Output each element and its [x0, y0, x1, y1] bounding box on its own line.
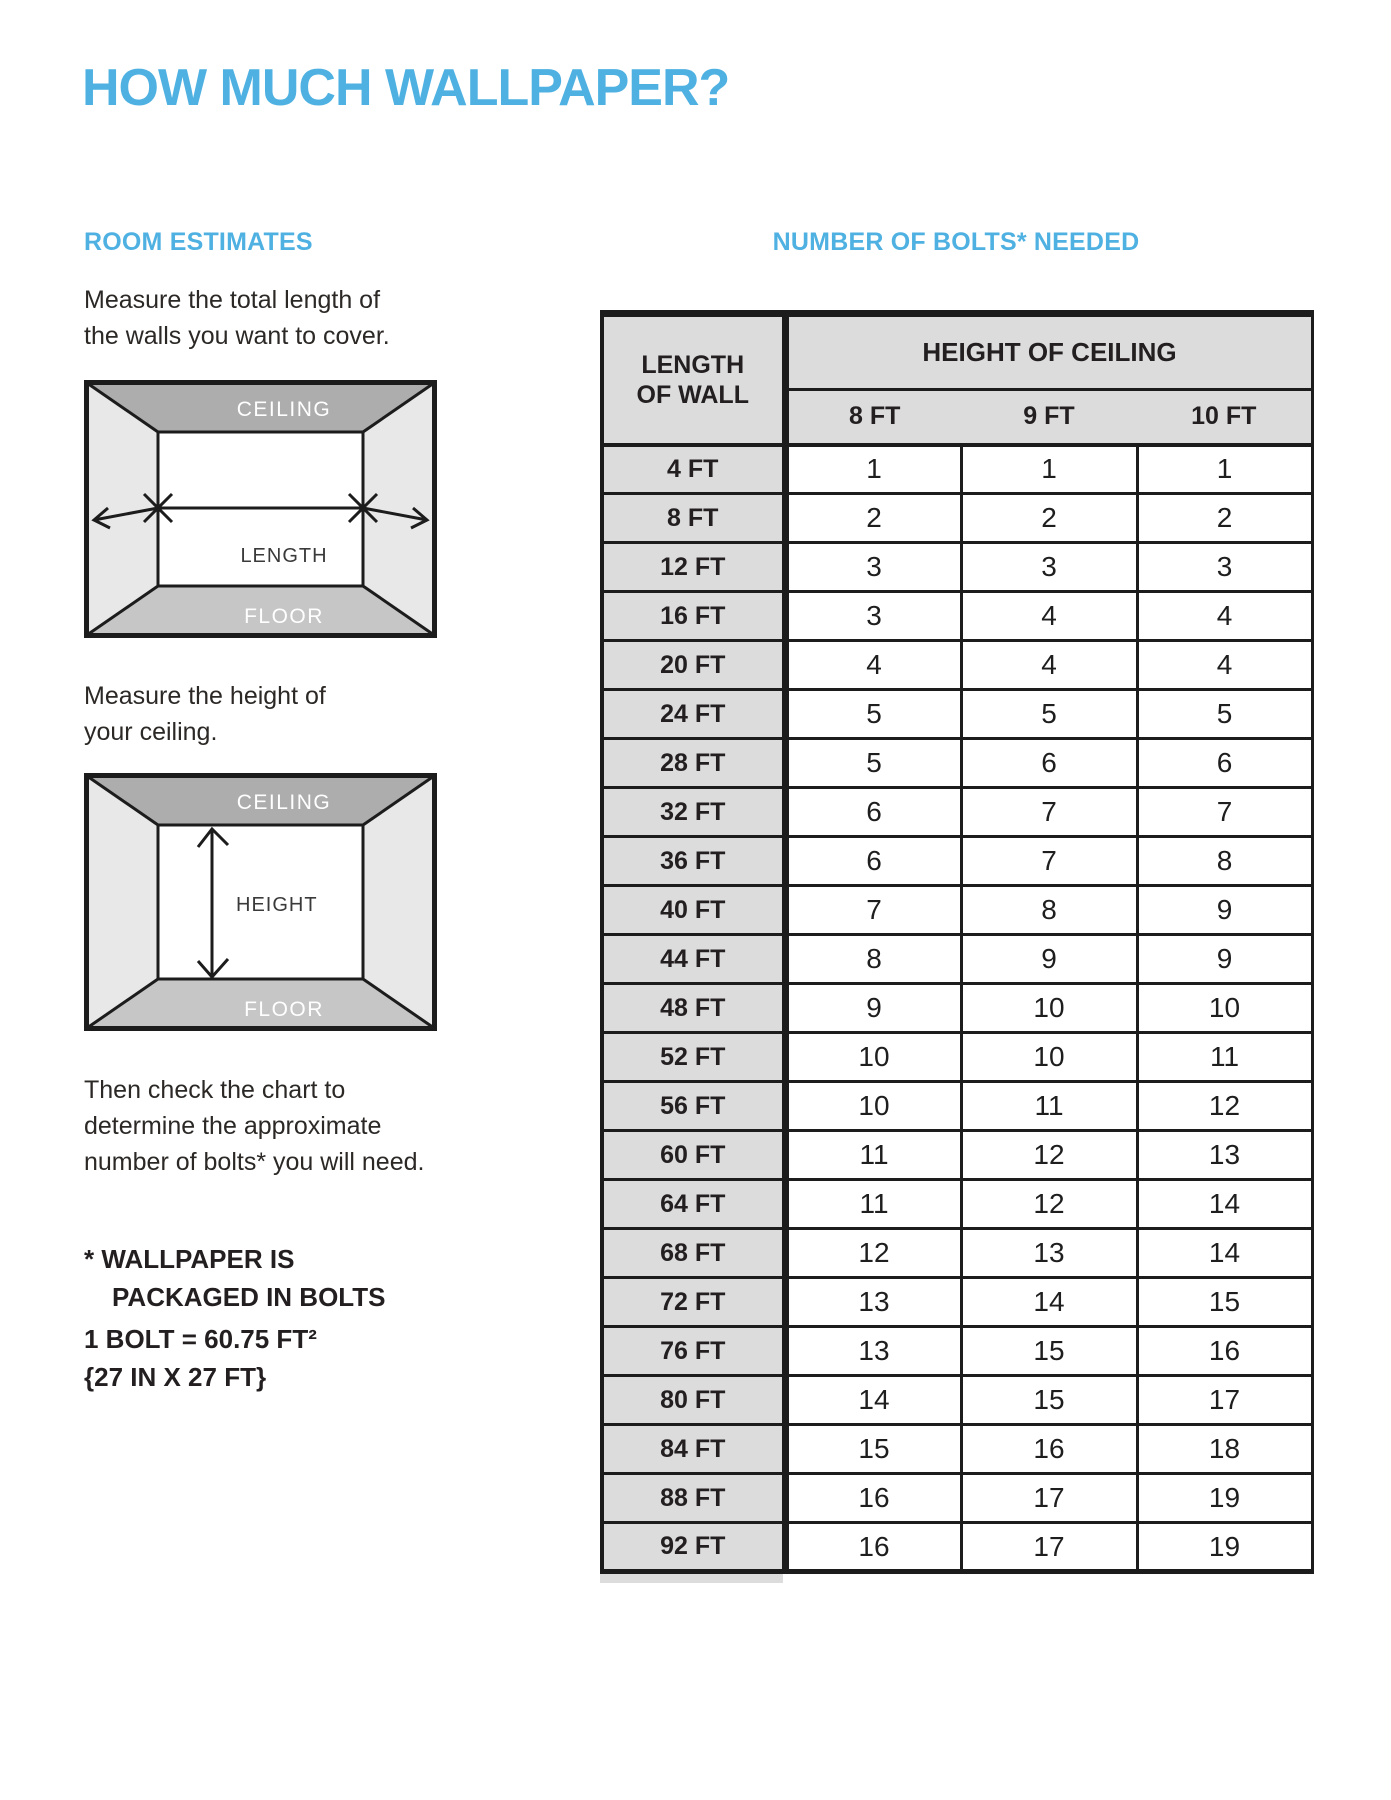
bolts-table — [600, 310, 1314, 1574]
table-row — [602, 1082, 1312, 1131]
table-row — [602, 543, 1312, 592]
table-row — [602, 1278, 1312, 1327]
ceiling-10ft-header: 10 FT — [1137, 390, 1312, 445]
instruction-line: the walls you want to cover. — [84, 322, 390, 350]
ceiling-8ft-header: 8 FT — [785, 390, 961, 445]
measure-height-instruction — [84, 678, 326, 750]
bolt-count-cell: 10 — [785, 1082, 961, 1131]
wall-length-cell: 84 FT — [602, 1425, 785, 1474]
wall-length-cell: 92 FT — [602, 1523, 785, 1572]
length-label: LENGTH — [240, 545, 328, 567]
bolt-count-cell: 8 — [961, 886, 1137, 935]
bolt-count-cell: 2 — [1137, 494, 1312, 543]
room-length-diagram — [84, 380, 437, 638]
bolt-count-cell: 5 — [961, 690, 1137, 739]
wall-length-cell: 16 FT — [602, 592, 785, 641]
bolt-count-cell: 4 — [785, 641, 961, 690]
bolt-count-cell: 15 — [1137, 1278, 1312, 1327]
bolt-count-cell: 16 — [1137, 1327, 1312, 1376]
bolt-count-cell: 5 — [785, 739, 961, 788]
bolt-count-cell: 4 — [1137, 592, 1312, 641]
bolts-table-container — [600, 310, 1312, 1583]
table-row — [602, 739, 1312, 788]
room-height-diagram — [84, 773, 437, 1031]
bolt-count-cell: 4 — [961, 641, 1137, 690]
bolt-count-cell: 13 — [961, 1229, 1137, 1278]
bolts-needed-heading: NUMBER OF BOLTS* NEEDED — [772, 228, 1140, 256]
bolt-count-cell: 13 — [1137, 1131, 1312, 1180]
wall-length-cell: 40 FT — [602, 886, 785, 935]
bolt-count-cell: 16 — [785, 1523, 961, 1572]
bolt-count-cell: 9 — [1137, 935, 1312, 984]
bolt-count-cell: 10 — [961, 984, 1137, 1033]
bolt-count-cell: 17 — [1137, 1376, 1312, 1425]
bolt-count-cell: 5 — [1137, 690, 1312, 739]
ceiling-label: CEILING — [236, 398, 332, 421]
bolt-count-cell: 4 — [961, 592, 1137, 641]
bolt-count-cell: 6 — [785, 837, 961, 886]
bolt-count-cell: 7 — [961, 837, 1137, 886]
wall-length-cell: 48 FT — [602, 984, 785, 1033]
bolt-count-cell: 6 — [1137, 739, 1312, 788]
bolt-count-cell: 2 — [785, 494, 961, 543]
wall-length-cell: 36 FT — [602, 837, 785, 886]
bolt-count-cell: 17 — [961, 1474, 1137, 1523]
table-row — [602, 592, 1312, 641]
wall-length-cell: 24 FT — [602, 690, 785, 739]
wall-length-cell: 64 FT — [602, 1180, 785, 1229]
table-row — [602, 1523, 1312, 1572]
bolt-count-cell: 6 — [785, 788, 961, 837]
table-cutoff-row-sliver — [600, 1574, 783, 1583]
bolt-count-cell: 3 — [785, 543, 961, 592]
floor-label: FLOOR — [244, 998, 324, 1021]
bolt-count-cell: 16 — [961, 1425, 1137, 1474]
instruction-line: number of bolts* you will need. — [84, 1148, 425, 1176]
bolt-count-cell: 11 — [961, 1082, 1137, 1131]
bolt-count-cell: 7 — [961, 788, 1137, 837]
bolt-count-cell: 3 — [1137, 543, 1312, 592]
table-row — [602, 984, 1312, 1033]
bolt-count-cell: 3 — [785, 592, 961, 641]
bolt-count-cell: 10 — [961, 1033, 1137, 1082]
bolt-count-cell: 14 — [961, 1278, 1137, 1327]
table-row — [602, 1474, 1312, 1523]
wall-length-cell: 52 FT — [602, 1033, 785, 1082]
table-row — [602, 788, 1312, 837]
table-row — [602, 837, 1312, 886]
bolt-count-cell: 6 — [961, 739, 1137, 788]
wall-length-cell: 80 FT — [602, 1376, 785, 1425]
wall-length-cell: 32 FT — [602, 788, 785, 837]
wall-length-cell: 4 FT — [602, 445, 785, 494]
table-row — [602, 494, 1312, 543]
bolt-count-cell: 14 — [785, 1376, 961, 1425]
wall-length-cell: 76 FT — [602, 1327, 785, 1376]
wall-length-cell: 60 FT — [602, 1131, 785, 1180]
height-of-ceiling-header: HEIGHT OF CEILING — [785, 314, 1312, 390]
bolt-count-cell: 15 — [961, 1376, 1137, 1425]
bolt-count-cell: 12 — [1137, 1082, 1312, 1131]
wall-length-cell: 72 FT — [602, 1278, 785, 1327]
bolt-count-cell: 4 — [1137, 641, 1312, 690]
wall-length-cell: 12 FT — [602, 543, 785, 592]
instruction-line: Then check the chart to — [84, 1076, 346, 1104]
bolt-count-cell: 13 — [785, 1278, 961, 1327]
bolt-table-body — [602, 445, 1312, 1572]
bolt-equation: 1 BOLT = 60.75 FT² — [84, 1324, 317, 1354]
instruction-line: your ceiling. — [84, 718, 218, 746]
bolt-count-cell: 11 — [785, 1180, 961, 1229]
table-row — [602, 1033, 1312, 1082]
bolt-count-cell: 13 — [785, 1327, 961, 1376]
table-row — [602, 445, 1312, 494]
bolt-count-cell: 1 — [1137, 445, 1312, 494]
bolt-count-cell: 14 — [1137, 1229, 1312, 1278]
check-chart-instruction — [84, 1072, 424, 1180]
table-row — [602, 690, 1312, 739]
bolt-count-cell: 18 — [1137, 1425, 1312, 1474]
bolt-count-cell: 14 — [1137, 1180, 1312, 1229]
bolt-count-cell: 11 — [1137, 1033, 1312, 1082]
bolt-footnote — [84, 1240, 385, 1316]
bolt-count-cell: 15 — [961, 1327, 1137, 1376]
wall-length-cell: 28 FT — [602, 739, 785, 788]
page-title: HOW MUCH WALLPAPER? — [82, 59, 730, 117]
wall-length-cell: 56 FT — [602, 1082, 785, 1131]
length-of-wall-header — [602, 314, 785, 445]
bolt-count-cell: 19 — [1137, 1523, 1312, 1572]
room-estimates-heading: ROOM ESTIMATES — [84, 228, 313, 256]
footnote-line: * WALLPAPER IS — [84, 1244, 295, 1274]
bolt-count-cell: 19 — [1137, 1474, 1312, 1523]
bolt-count-cell: 3 — [961, 543, 1137, 592]
bolt-count-cell: 7 — [1137, 788, 1312, 837]
bolt-count-cell: 8 — [785, 935, 961, 984]
wall-length-cell: 68 FT — [602, 1229, 785, 1278]
table-row — [602, 1229, 1312, 1278]
footnote-line: PACKAGED IN BOLTS — [112, 1282, 386, 1312]
table-row — [602, 1180, 1312, 1229]
table-header-row — [602, 314, 1312, 390]
table-row — [602, 1327, 1312, 1376]
wall-length-cell: 88 FT — [602, 1474, 785, 1523]
bolt-size-info — [84, 1320, 317, 1396]
header-line: OF WALL — [636, 380, 749, 409]
wall-length-cell: 20 FT — [602, 641, 785, 690]
bolt-count-cell: 9 — [961, 935, 1137, 984]
floor-label: FLOOR — [244, 605, 324, 628]
bolt-count-cell: 2 — [961, 494, 1137, 543]
table-row — [602, 886, 1312, 935]
bolt-count-cell: 12 — [785, 1229, 961, 1278]
wall-length-cell: 8 FT — [602, 494, 785, 543]
bolt-count-cell: 5 — [785, 690, 961, 739]
bolt-dimensions: {27 IN X 27 FT} — [84, 1362, 267, 1392]
bolt-count-cell: 16 — [785, 1474, 961, 1523]
ceiling-label: CEILING — [236, 791, 332, 814]
bolt-count-cell: 1 — [961, 445, 1137, 494]
table-row — [602, 641, 1312, 690]
wall-length-cell: 44 FT — [602, 935, 785, 984]
measure-length-instruction — [84, 282, 390, 354]
bolt-count-cell: 8 — [1137, 837, 1312, 886]
bolt-count-cell: 12 — [961, 1131, 1137, 1180]
bolt-count-cell: 9 — [785, 984, 961, 1033]
ceiling-9ft-header: 9 FT — [961, 390, 1137, 445]
bolt-count-cell: 17 — [961, 1523, 1137, 1572]
table-row — [602, 1425, 1312, 1474]
bolt-count-cell: 7 — [785, 886, 961, 935]
header-line: LENGTH — [641, 350, 745, 379]
bolt-count-cell: 1 — [785, 445, 961, 494]
table-row — [602, 1131, 1312, 1180]
bolt-count-cell: 10 — [1137, 984, 1312, 1033]
bolt-count-cell: 12 — [961, 1180, 1137, 1229]
bolt-count-cell: 11 — [785, 1131, 961, 1180]
height-label: HEIGHT — [236, 894, 318, 916]
bolt-count-cell: 15 — [785, 1425, 961, 1474]
table-row — [602, 935, 1312, 984]
table-row — [602, 1376, 1312, 1425]
instruction-line: determine the approximate — [84, 1112, 382, 1140]
bolt-count-cell: 10 — [785, 1033, 961, 1082]
bolt-count-cell: 9 — [1137, 886, 1312, 935]
instruction-line: Measure the total length of — [84, 286, 381, 314]
instruction-line: Measure the height of — [84, 682, 326, 710]
